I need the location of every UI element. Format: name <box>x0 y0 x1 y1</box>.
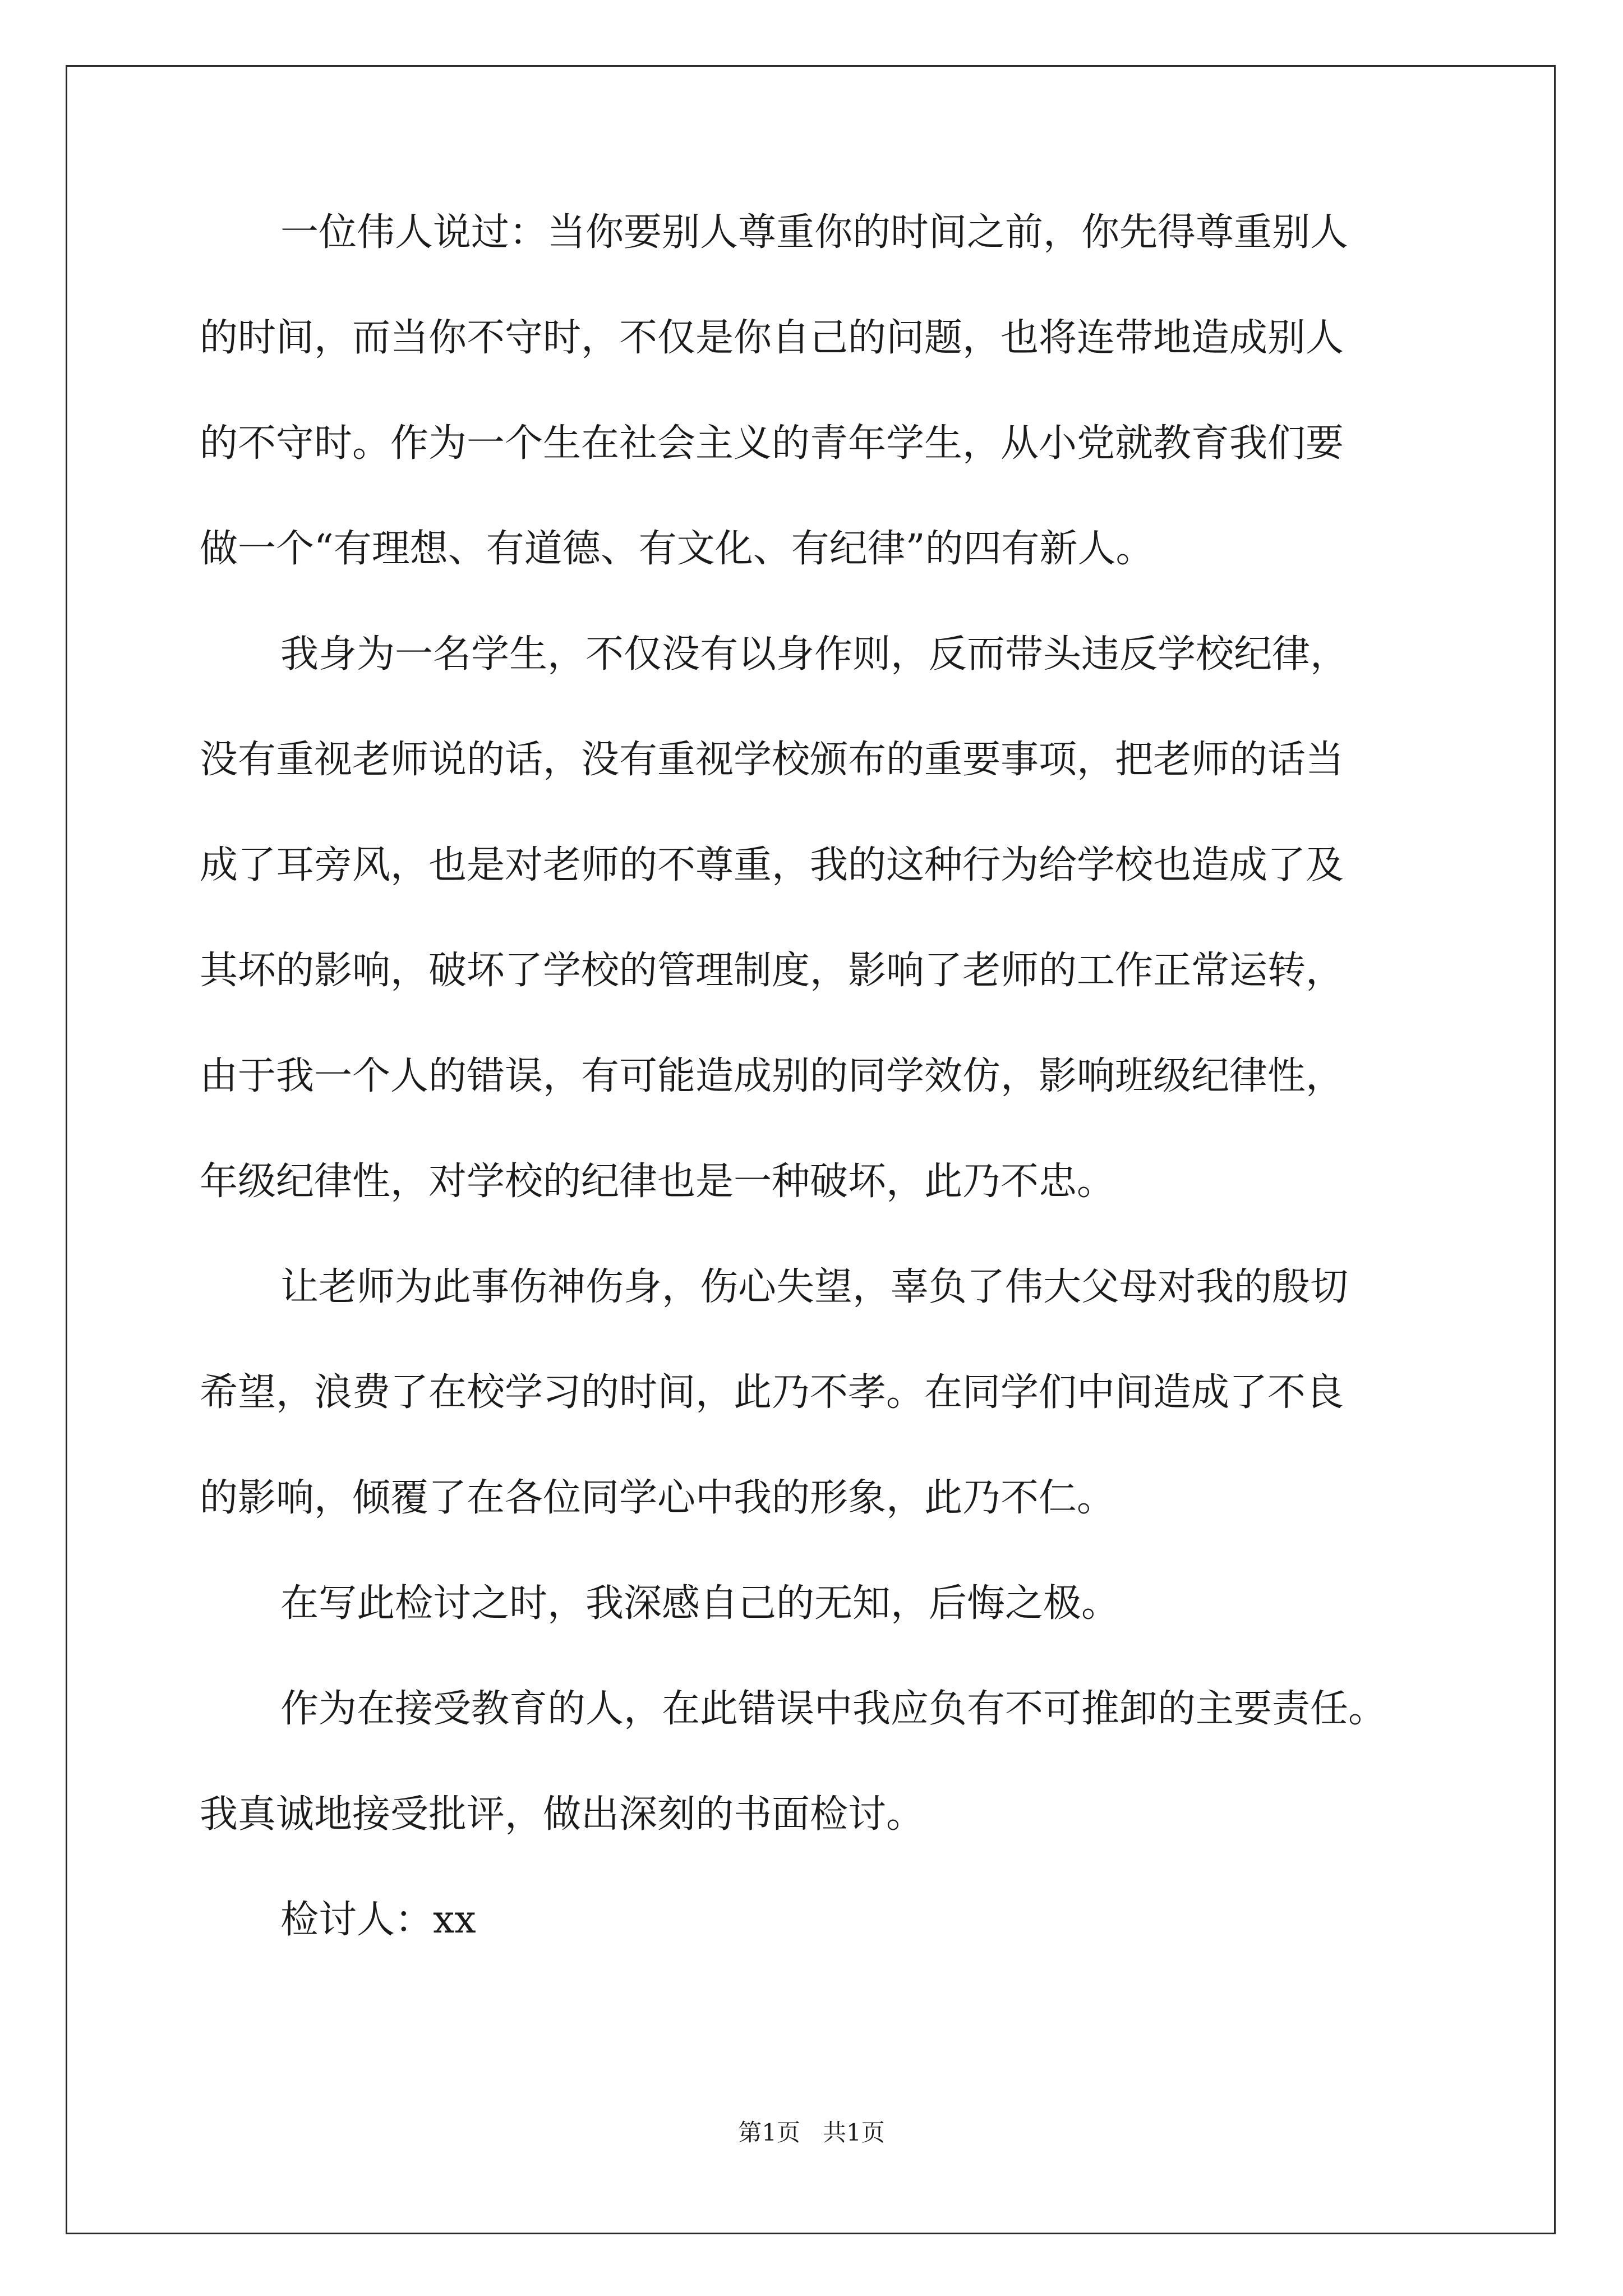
page-total: 共1页 <box>823 2119 885 2146</box>
paragraph-line: 的影响，倾覆了在各位同学心中我的形象，此乃不仁。 <box>200 1476 1115 1520</box>
paragraph-line: 在写此检讨之时，我深感自己的无知，后悔之极。 <box>280 1581 1120 1626</box>
paragraph-line: 没有重视老师说的话，没有重视学校颁布的重要事项，把老师的话当 <box>200 738 1344 782</box>
document-body <box>200 210 1484 2007</box>
paragraph-line: 希望，浪费了在校学习的时间，此乃不孝。在同学们中间造成了不良 <box>200 1370 1344 1415</box>
paragraph-line: 作为在接受教育的人，在此错误中我应负有不可推卸的主要责任。 <box>280 1687 1387 1731</box>
paragraph-line: 我真诚地接受批评，做出深刻的书面检讨。 <box>200 1792 925 1837</box>
paragraph-line: 的时间，而当你不守时，不仅是你自己的问题，也将连带地造成别人 <box>200 316 1344 360</box>
page-footer <box>0 2114 1623 2148</box>
paragraph-line: 让老师为此事伤神伤身，伤心失望，辜负了伟大父母对我的殷切 <box>280 1265 1349 1309</box>
page-number: 第1页 <box>738 2119 800 2146</box>
paragraph-line: 成了耳旁风，也是对老师的不尊重，我的这种行为给学校也造成了及 <box>200 843 1344 887</box>
paragraph-line: 年级纪律性，对学校的纪律也是一种破坏，此乃不忠。 <box>200 1159 1115 1204</box>
paragraph-line: 其坏的影响，破坏了学校的管理制度，影响了老师的工作正常运转， <box>200 949 1344 993</box>
paragraph-line: 一位伟人说过：当你要别人尊重你的时间之前，你先得尊重别人 <box>280 210 1349 255</box>
paragraph-line: 由于我一个人的错误，有可能造成别的同学效仿，影响班级纪律性， <box>200 1054 1344 1098</box>
signature-line: 检讨人：xx <box>280 1898 476 1942</box>
paragraph-line: 做一个“有理想、有道德、有文化、有纪律”的四有新人。 <box>200 527 1154 571</box>
paragraph-line: 我身为一名学生，不仅没有以身作则，反而带头违反学校纪律， <box>280 632 1349 677</box>
paragraph-line: 的不守时。作为一个生在社会主义的青年学生，从小党就教育我们要 <box>200 421 1344 466</box>
